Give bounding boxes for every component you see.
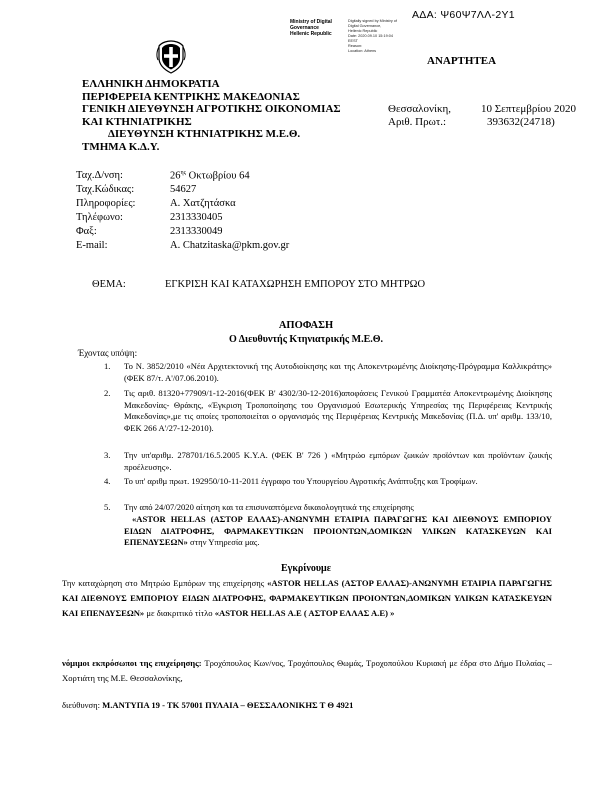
signature-detail-line: Reason: — [348, 44, 363, 48]
director-title: Ο Διευθυντής Κτηνιατρικής Μ.Ε.Θ. — [228, 334, 384, 345]
representatives-label: νόμιμοι εκπρόσωποι της επιχείρησης: — [62, 658, 205, 668]
item-text: Τις αριθ. 81320+77909/1-12-2016(ΦΕΚ Β' 4302/30-12-2016)αποφάσεις Γενικού Γραμματέα Αποκεντρωμένης Διοίκησης Μακεδονίας- Θράκης, «Έγκριση Τροποποίησης του Οργανισμού Εσωτερικής Υπηρεσίας της Περιφέρειας Κεντρικής Μακεδονίας»,με τις οποίες τροποποιείται ο οργανισμός της Περιφέρειας Κεντρικής Μακεδονίας (Π.Δ. υπ' αριθμ. 133/10, ΦΕΚ 266 Α'/27-12-2010). — [124, 388, 552, 433]
item-number: 1. — [104, 361, 111, 371]
email-label: E-mail: — [76, 240, 108, 251]
header-line-region: ΠΕΡΙΦΕΡΕΙΑ ΚΕΝΤΡΙΚΗΣ ΜΑΚΕΔΟΝΙΑΣ — [82, 90, 300, 103]
signature-detail-line: EEST — [348, 39, 358, 43]
greek-emblem-icon — [156, 40, 186, 74]
signature-title — [290, 19, 332, 37]
place: Θεσσαλονίκη, — [388, 103, 451, 116]
item-number: 3. — [104, 450, 111, 460]
business-address-value: Μ.ΑΝΤΥΠΑ 19 - ΤΚ 57001 ΠΥΛΑΙΑ – ΘΕΣΣΑΛΟΝΙΚΗΣ Τ Θ 4921 — [102, 700, 354, 710]
approval-company-name: «ASTOR HELLAS (ΑΣΤΟΡ ΕΛΛΑΣ)-ΑΝΩΝΥΜΗ ΕΤΑΙΡΙΑ ΠΑΡΑΓΩΓΗΣ ΚΑΙ ΔΙΕΘΝΟΥΣ ΕΜΠΟΡΙΟΥ ΕΙΔΩΝ ΔΙΑΤΡΟΦΗΣ, ΦΑΡΜΑΚΕΥΤΙΚΩΝ ΠΡΟΙΟΝΤΩΝ,ΔΟΜΙΚΩΝ ΥΛΙΚΩΝ ΚΑΤΑΣΚΕΥΩΝ ΚΑΙ ΕΠΕΝΔΥΣΕΩΝ» — [62, 578, 553, 618]
signature-detail-line: Date: 2020.09.10 15:19:04 — [348, 34, 393, 38]
signature-detail-line: Digitally signed by Ministry of — [348, 19, 397, 23]
representatives-paragraph — [62, 656, 552, 686]
signature-title-line: Ministry of Digital — [290, 19, 332, 25]
approve-title: Εγκρίνουμε — [281, 563, 331, 574]
approval-intro: Την καταχώρηση στο Μητρώο Εμπόρων της επιχείρησης — [62, 578, 268, 588]
signature-detail-line: Digital Governance, — [348, 24, 382, 28]
phone-value: 2313330405 — [170, 212, 223, 223]
address-label: Ταχ.Δ/νση: — [76, 170, 123, 181]
address-value — [170, 170, 250, 182]
public-label: ΑΝΑΡΤΗΤΕΑ — [427, 55, 497, 67]
item-number: 4. — [104, 476, 111, 486]
item-text: Την από 24/07/2020 αίτηση και τα επισυναπτόμενα δικαιολογητικά της επιχείρησης — [124, 502, 414, 512]
representatives-text: Τροχόπουλος Κων/νος, Τροχόπουλος Θωμάς, Τροχοπούλου Κυριακή με έδρα στο Δήμο Πυλαίας – Χορτιάτη της Μ.Ε. Θεσσαλονίκης, — [62, 658, 552, 683]
signature-detail-line: Hellenic Republic — [348, 29, 378, 33]
approval-mid: με διακριτικό τίτλο — [144, 607, 215, 618]
item-text: Την υπ'αριθμ. 278701/16.5.2005 Κ.Υ.Α. (ΦΕΚ Β' 726 ) «Μητρώο εμπόρων ζωικών προϊόντων και προϊόντων ζωικής προέλευσης». — [124, 450, 552, 472]
signature-title-line: Hellenic Republic — [290, 31, 332, 37]
postal-label: Ταχ.Κώδικας: — [76, 184, 135, 195]
item5-company-name: «ASTOR HELLAS (ΑΣΤΟΡ ΕΛΛΑΣ)-ΑΝΩΝΥΜΗ ΕΤΑΙΡΙΑ ΠΑΡΑΓΩΓΗΣ ΚΑΙ ΔΙΕΘΝΟΥΣ ΕΜΠΟΡΙΟΥ ΕΙΔΩΝ ΔΙΑΤΡΟΦΗΣ, ΦΑΡΜΑΚΕΥΤΙΚΩΝ ΠΡΟΙΟΝΤΩΝ,ΔΟΜΙΚΩΝ ΥΛΙΚΩΝ ΚΑΤΑΣΚΕΥΩΝ ΚΑΙ ΕΠΕΝΔΥΣΕΩΝ» — [124, 514, 552, 548]
approval-distinctive-title: «ASTOR HELLAS Α.Ε ( ΑΣΤΟΡ ΕΛΛΑΣ Α.Ε) » — [214, 607, 395, 618]
business-address — [62, 698, 552, 713]
subject-label: ΘΕΜΑ: — [92, 279, 126, 290]
item5-tail: στην Υπηρεσία μας. — [187, 537, 260, 548]
ada-code: ΑΔΑ: Ψ60Ψ7ΛΛ-2Υ1 — [412, 9, 515, 21]
having-regard: Έχοντας υπόψη: — [78, 348, 138, 358]
header-line-directorate-general: ΓΕΝΙΚΗ ΔΙΕΥΘΥΝΣΗ ΑΓΡΟΤΙΚΗΣ ΟΙΚΟΝΟΜΙΑΣ — [82, 103, 341, 116]
address-superscript: ης — [180, 170, 187, 176]
header-line-department: ΤΜΗΜΑ Κ.Δ.Υ. — [82, 141, 160, 153]
approval-paragraph — [62, 576, 552, 620]
item-number: 2. — [104, 388, 111, 398]
item-text: Το Ν. 3852/2010 «Νέα Αρχιτεκτονική της Αυτοδιοίκησης και της Αποκεντρωμένης Διοίκησης-Πρόγραμμα Καλλικράτης» (ΦΕΚ 87/τ. Α'/07.06.2010). — [124, 361, 552, 383]
header-line-veterinary: ΚΑΙ ΚΤΗΝΙΑΤΡΙΚΗΣ — [82, 115, 192, 128]
address-number: 26 — [170, 170, 181, 182]
subject-text: ΕΓΚΡΙΣΗ ΚΑΙ ΚΑΤΑΧΩΡΗΣΗ ΕΜΠΟΡΟΥ ΣΤΟ ΜΗΤΡΩΟ — [165, 279, 426, 290]
header-line-republic: ΕΛΛΗΝΙΚΗ ΔΗΜΟΚΡΑΤΙΑ — [82, 78, 220, 90]
item5-company-paragraph — [124, 514, 552, 549]
decision-title: ΑΠΟΦΑΣΗ — [278, 320, 334, 331]
info-value: Α. Χατζητάσκα — [170, 198, 236, 209]
postal-value: 54627 — [170, 184, 197, 195]
business-address-label: διεύθυνση: — [62, 700, 103, 710]
fax-label: Φαξ: — [76, 226, 97, 237]
protocol-number: 393632(24718) — [487, 115, 555, 128]
protocol-label: Αριθ. Πρωτ.: — [388, 115, 447, 128]
address-street: Οκτωβρίου 64 — [186, 170, 250, 182]
date: 10 Σεπτεμβρίου 2020 — [481, 103, 577, 116]
item-text: Το υπ' αριθμ πρωτ. 192950/10-11-2011 έγγραφο του Υπουργείου Αγροτικής Ανάπτυξης και Τροφίμων. — [124, 476, 478, 486]
signature-details — [348, 19, 397, 54]
header-line-directorate: ΔΙΕΥΘΥΝΣΗ ΚΤΗΝΙΑΤΡΙΚΗΣ Μ.Ε.Θ. — [108, 128, 301, 141]
item-number: 5. — [104, 502, 111, 512]
info-label: Πληροφορίες: — [76, 198, 136, 209]
email-value: A. Chatzitaska@pkm.gov.gr — [170, 240, 290, 251]
signature-title-line: Governance — [290, 25, 319, 31]
phone-label: Τηλέφωνο: — [76, 212, 123, 223]
signature-detail-line: Location: Athens — [348, 49, 377, 53]
fax-value: 2313330049 — [170, 226, 223, 237]
